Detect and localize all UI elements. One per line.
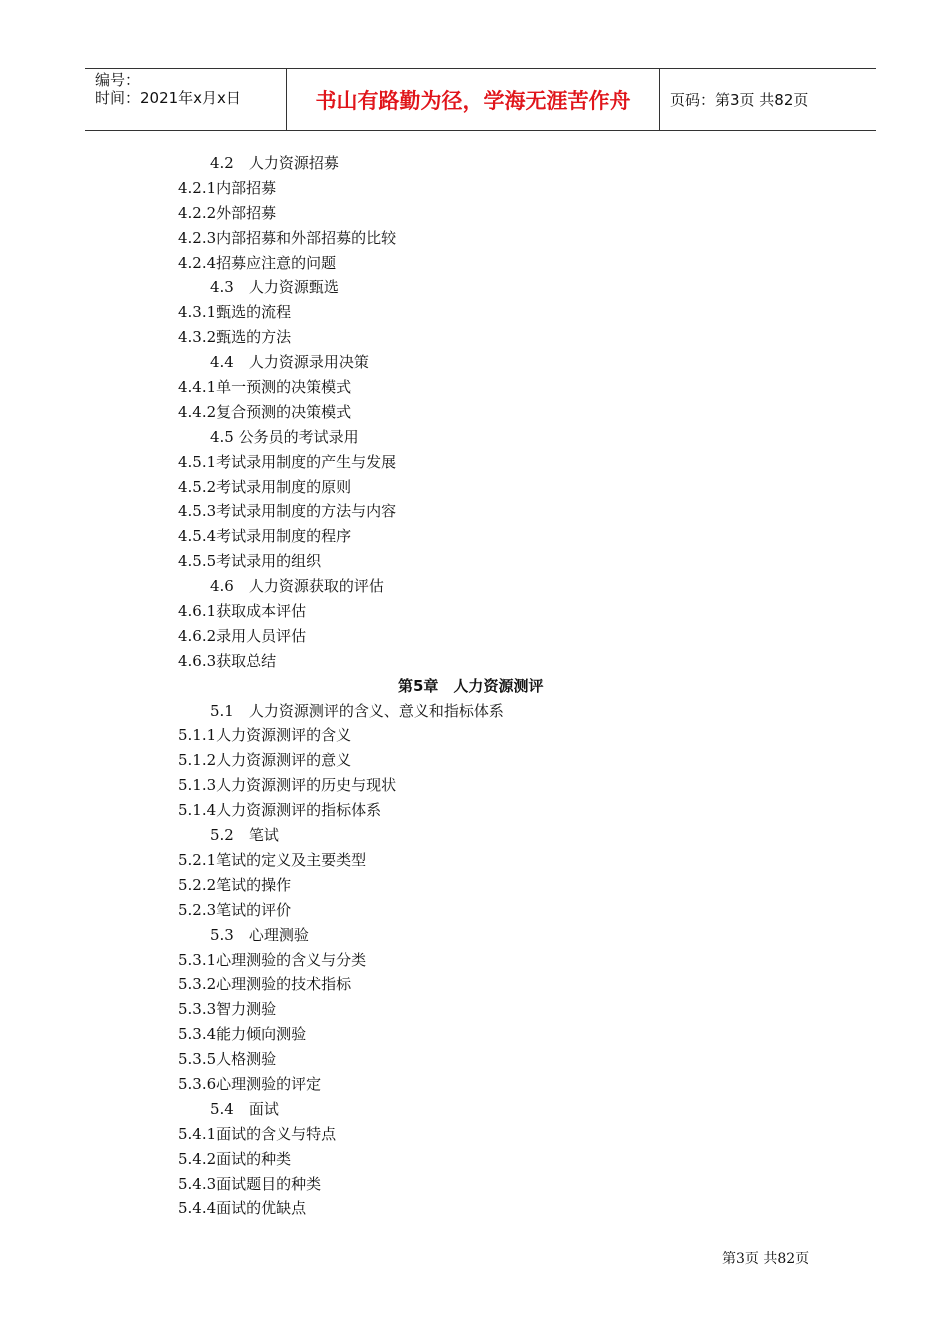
toc-section-entry: 4.3 人力资源甄选 [210,278,339,297]
toc-subsection-entry: 4.6.2录用人员评估 [178,626,307,645]
toc-subsection-entry: 5.4.2面试的种类 [178,1149,292,1168]
header-page-info: 页码：第3页 共82页 [670,91,809,109]
toc-section-entry: 5.3 心理测验 [210,925,309,944]
document-number-label: 编号： [95,71,141,89]
toc-subsection-entry: 4.6.1获取成本评估 [178,602,307,621]
toc-section-entry: 5.4 面试 [210,1099,279,1118]
toc-section-entry: 4.4 人力资源录用决策 [210,353,369,372]
toc-subsection-entry: 4.5.3考试录用制度的方法与内容 [178,502,397,521]
toc-subsection-entry: 4.3.1甄选的流程 [178,303,292,322]
toc-subsection-entry: 4.2.1内部招募 [178,178,277,197]
toc-section-entry: 5.2 笔试 [210,826,279,845]
toc-subsection-entry: 5.4.1面试的含义与特点 [178,1124,337,1143]
toc-subsection-entry: 4.3.2甄选的方法 [178,328,292,347]
toc-subsection-entry: 5.2.2笔试的操作 [178,875,292,894]
toc-subsection-entry: 4.5.2考试录用制度的原则 [178,477,352,496]
toc-section-entry: 4.6 人力资源获取的评估 [210,577,384,596]
toc-subsection-entry: 5.1.2人力资源测评的意义 [178,751,352,770]
header-meta [85,69,287,130]
toc-subsection-entry: 5.4.4面试的优缺点 [178,1199,307,1218]
toc-subsection-entry: 4.2.2外部招募 [178,203,277,222]
toc-subsection-entry: 5.3.3智力测验 [178,1000,277,1019]
toc-subsection-entry: 4.5.4考试录用制度的程序 [178,527,352,546]
toc-section-entry: 4.2 人力资源招募 [210,154,339,172]
toc-subsection-entry: 5.1.1人力资源测评的含义 [178,726,352,745]
toc-subsection-entry: 5.2.3笔试的评价 [178,900,292,919]
toc-subsection-entry: 5.3.6心理测验的评定 [178,1074,322,1093]
toc-subsection-entry: 5.4.3面试题目的种类 [178,1174,322,1193]
toc-subsection-entry: 5.3.2心理测验的技术指标 [178,975,352,994]
toc-subsection-entry: 5.3.5人格测验 [178,1050,277,1069]
toc-subsection-entry: 4.2.4招募应注意的问题 [178,253,337,272]
toc-subsection-entry: 4.5.1考试录用制度的产生与发展 [178,452,397,471]
toc-subsection-entry: 4.5.5考试录用的组织 [178,552,322,571]
toc-subsection-entry: 4.4.2复合预测的决策模式 [178,402,352,421]
toc-subsection-entry: 4.6.3获取总结 [178,651,277,670]
toc-subsection-entry: 4.4.1单一预测的决策模式 [178,378,352,397]
toc-subsection-entry: 5.3.4能力倾向测验 [178,1025,307,1044]
header-slogan: 书山有路勤为径，学海无涯苦作舟 [287,69,660,130]
document-time-label: 时间：2021年x月x日 [95,89,241,107]
toc-subsection-entry: 5.1.3人力资源测评的历史与现状 [178,776,397,795]
table-of-contents [0,151,950,1221]
toc-subsection-entry: 5.3.1心理测验的含义与分类 [178,950,367,969]
page-header [85,68,876,131]
toc-section-entry: 4.5 公务员的考试录用 [210,427,359,446]
toc-subsection-entry: 4.2.3内部招募和外部招募的比较 [178,228,397,247]
toc-section-entry: 5.1 人力资源测评的含义、意义和指标体系 [210,701,504,720]
toc-subsection-entry: 5.1.4人力资源测评的指标体系 [178,801,382,820]
toc-chapter-heading: 第5章 人力资源测评 [398,676,544,695]
page-footer: 第3页 共82页 [722,1251,810,1267]
toc-subsection-entry: 5.2.1笔试的定义及主要类型 [178,850,367,869]
